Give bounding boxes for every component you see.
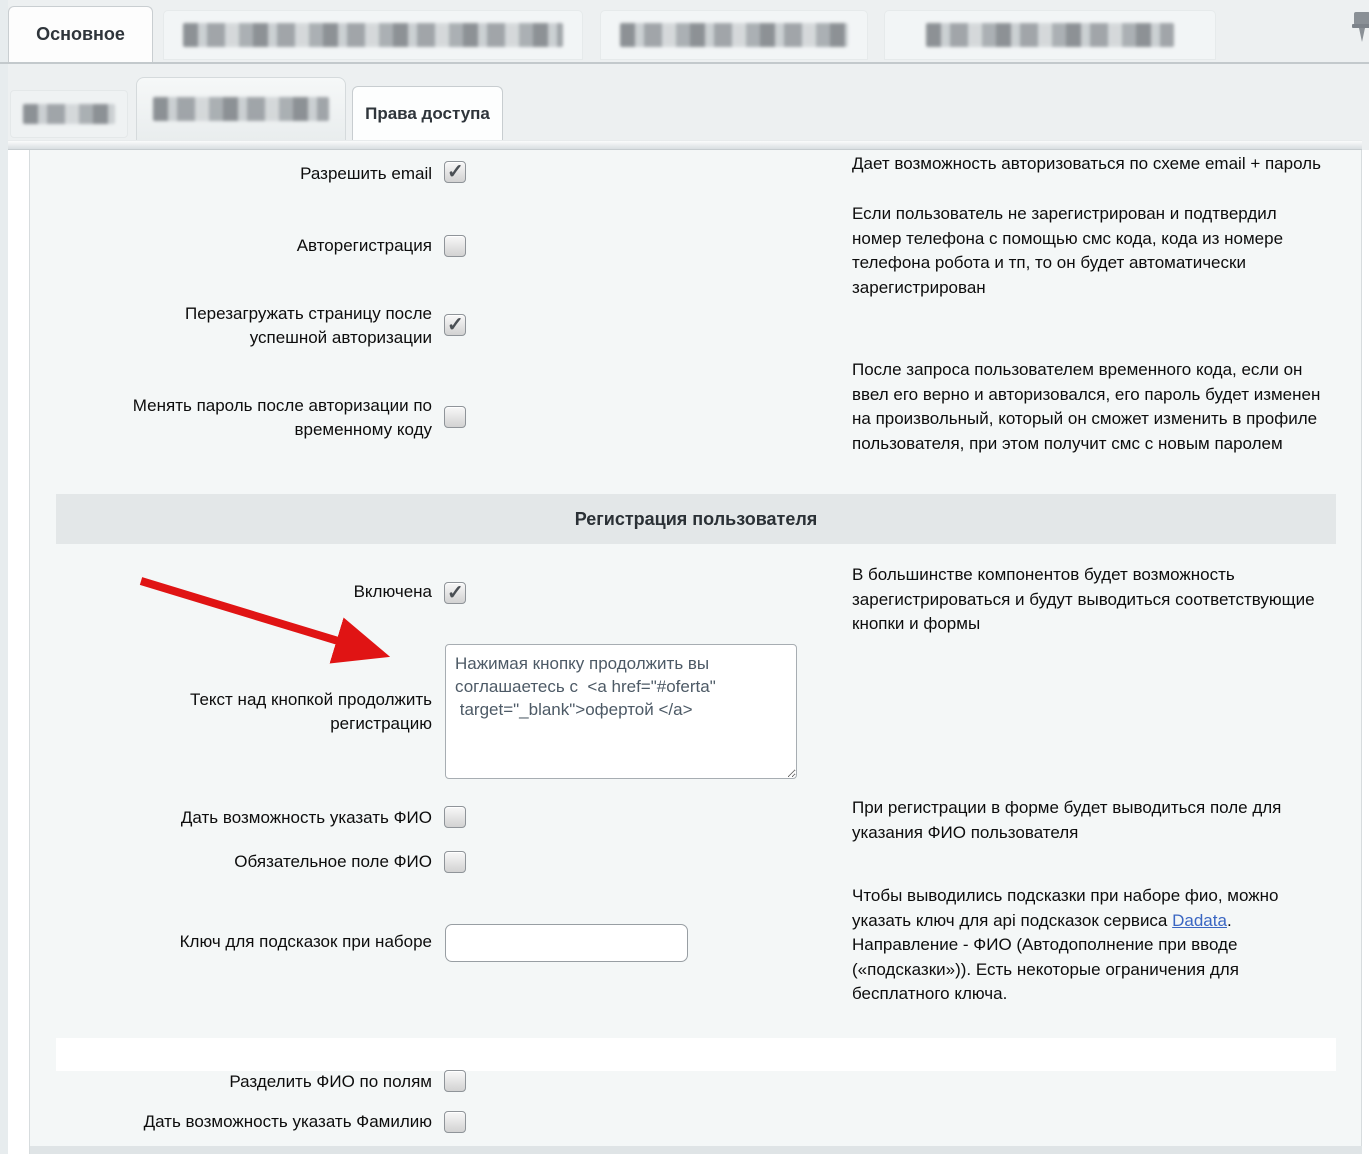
dadata-link[interactable]: Dadata — [1172, 910, 1227, 930]
checkbox-change-password[interactable] — [444, 406, 466, 428]
text-over-button-textarea[interactable] — [445, 644, 797, 779]
left-gutter — [8, 150, 29, 1154]
subtab-redacted-1[interactable] — [10, 90, 128, 138]
field-label-suggest-key: Ключ для подсказок при наборе — [179, 932, 432, 951]
tab-main-label: Основное — [36, 24, 125, 44]
help-suggest-key-before: Чтобы выводились подсказки при наборе фио, можно указать ключ для api подсказок сервиса — [852, 886, 1279, 930]
help-suggest-key — [852, 884, 1322, 1007]
help-change-password: После запроса пользователем временного кода, если он ввел его верно и авторизовался, его пароль будет изменен на произвольный, который он сможет изменить в профиле пользователя, при этом получит смс с новым паролем — [852, 360, 1321, 453]
help-allow-fio: При регистрации в форме будет выводиться поле для указания ФИО пользователя — [852, 798, 1282, 842]
checkbox-enabled[interactable] — [444, 582, 466, 604]
tab-redacted-3[interactable] — [884, 10, 1216, 60]
checkbox-allow-fio[interactable] — [444, 806, 466, 828]
help-autoreg: Если пользователь не зарегистрирован и подтвердил номер телефона с помощью смс кода, кода из номере телефона робота и тп, то он будет автоматически зарегистрирован — [852, 204, 1284, 297]
field-label-allow-email: Разрешить email — [300, 164, 432, 183]
redacted-text — [153, 97, 329, 121]
tab-redacted-1[interactable] — [163, 10, 583, 60]
checkbox-autoreg[interactable] — [444, 235, 466, 257]
tab-main[interactable] — [8, 6, 153, 62]
redacted-text — [23, 104, 115, 124]
bottom-strip — [30, 1146, 1362, 1154]
check-icon: ✓ — [447, 161, 464, 183]
checkbox-split-fio[interactable] — [444, 1070, 466, 1092]
section-header-registration — [56, 494, 1336, 544]
tab-redacted-2[interactable] — [600, 10, 868, 60]
pin-icon[interactable] — [1352, 10, 1369, 46]
right-gutter — [1362, 150, 1369, 1154]
field-label-allow-fio: Дать возможность указать ФИО — [180, 808, 432, 827]
tab-row-divider — [0, 62, 1369, 64]
field-label-text-over-button: Текст над кнопкой продолжить регистрацию — [190, 690, 432, 733]
section-title: Регистрация пользователя — [574, 508, 818, 529]
subtab-redacted-2[interactable] — [136, 77, 346, 140]
help-enabled: В большинстве компонентов будет возможность зарегистрироваться и будут выводиться соответствующие кнопки и формы — [852, 565, 1315, 633]
redacted-text — [183, 23, 563, 47]
checkbox-allow-lastname[interactable] — [444, 1111, 466, 1133]
check-icon: ✓ — [447, 582, 464, 604]
left-rail — [0, 0, 8, 1154]
subtab-access-rights[interactable] — [352, 86, 503, 140]
check-icon: ✓ — [447, 314, 464, 336]
section-separator — [56, 1038, 1336, 1071]
checkbox-required-fio[interactable] — [444, 851, 466, 873]
field-label-allow-lastname: Дать возможность указать Фамилию — [143, 1112, 432, 1131]
field-label-change-password: Менять пароль после авторизации по временному коду — [132, 396, 432, 439]
redacted-text — [926, 23, 1174, 47]
checkbox-reload-page[interactable] — [444, 314, 466, 336]
field-label-autoreg: Авторегистрация — [296, 236, 432, 255]
suggest-key-input[interactable] — [445, 924, 688, 962]
help-allow-email: Дает возможность авторизоваться по схеме email + пароль — [852, 154, 1321, 173]
tab-content-top-strip — [8, 140, 1362, 150]
checkbox-allow-email[interactable] — [444, 161, 466, 183]
field-label-enabled: Включена — [353, 582, 432, 601]
subtab-access-rights-label: Права доступа — [365, 103, 490, 123]
annotation-arrow — [125, 563, 405, 668]
help-suggest-key-after: . Направление - ФИО (Автодополнение при вводе («подсказки»)). Есть некоторые ограничения для бесплатного ключа. — [852, 910, 1239, 1003]
redacted-text — [620, 23, 848, 47]
field-label-required-fio: Обязательное поле ФИО — [234, 852, 432, 871]
field-label-split-fio: Разделить ФИО по полям — [229, 1072, 432, 1091]
field-label-reload-page: Перезагружать страницу после успешной авторизации — [184, 304, 432, 347]
